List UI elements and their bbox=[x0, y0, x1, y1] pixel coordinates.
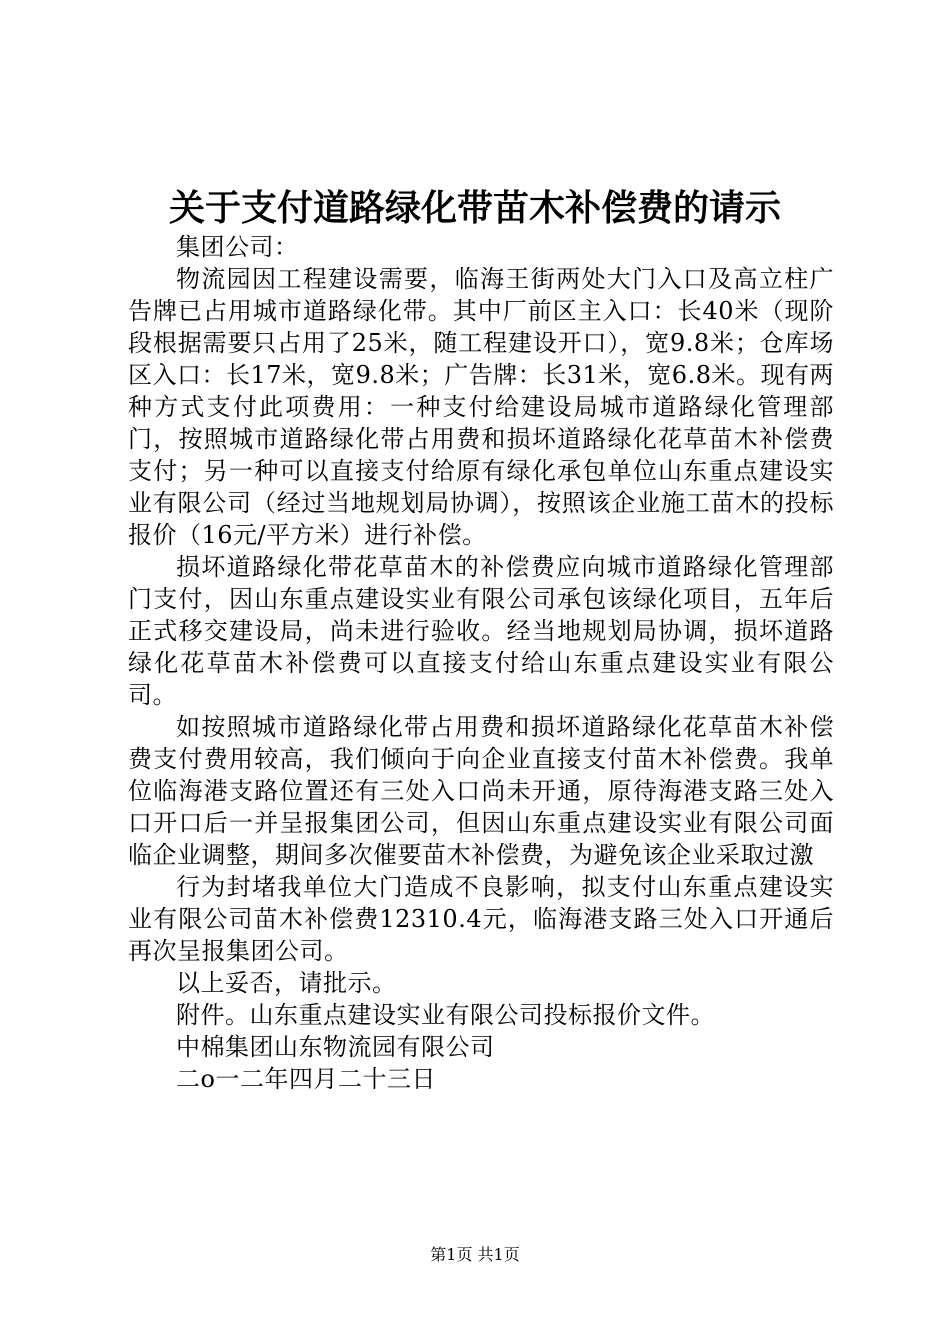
document-date: 二o一二年四月二十三日 bbox=[176, 1065, 436, 1093]
document-body bbox=[128, 231, 834, 1095]
paragraph-2: 损坏道路绿化带花草苗木的补偿费应向城市道路绿化管理部门支付，因山东重点建设实业有限公司承包该绿化项目，五年后正式移交建设局，尚未进行验收。经当地规划局协调，损坏道路绿化花草苗木补偿费可以直接支付给山东重点建设实业有限公司。 bbox=[128, 553, 834, 709]
paragraph-1: 物流园因工程建设需要，临海王街两处大门入口及高立柱广告牌已占用城市道路绿化带。其中厂前区主入口：长40米（现阶段根据需要只占用了25米，随工程建设开口），宽9.8米；仓库场区入口：长17米，宽9.8米；广告牌：长31米，宽6.8米。现有两种方式支付此项费用：一种支付给建设局城市道路绿化管理部门，按照城市道路绿化带占用费和损坏道路绿化花草苗木补偿费支付；另一种可以直接支付给原有绿化承包单位山东重点建设实业有限公司（经过当地规划局协调），按照该企业施工苗木的投标报价（16元/平方米）进行补偿。 bbox=[128, 265, 834, 549]
paragraph-4: 行为封堵我单位大门造成不良影响，拟支付山东重点建设实业有限公司苗木补偿费12310.4元，临海港支路三处入口开通后再次呈报集团公司。 bbox=[128, 873, 834, 965]
attachment-note: 附件。山东重点建设实业有限公司投标报价文件。 bbox=[176, 1001, 715, 1029]
paragraph-3: 如按照城市道路绿化带占用费和损坏道路绿化花草苗木补偿费支付费用较高，我们倾向于向企业直接支付苗木补偿费。我单位临海港支路位置还有三处入口尚未开通，原待海港支路三处入口开口后一并呈报集团公司，但因山东重点建设实业有限公司面临企业调整，期间多次催要苗木补偿费，为避免该企业采取过激 bbox=[128, 713, 834, 869]
signatory-company: 中棉集团山东物流园有限公司 bbox=[176, 1033, 495, 1061]
salutation: 集团公司： bbox=[176, 233, 299, 261]
closing-request: 以上妥否，请批示。 bbox=[176, 969, 397, 997]
page-footer: 第1页 共1页 bbox=[430, 1245, 520, 1264]
document-title: 关于支付道路绿化带苗木补偿费的请示 bbox=[168, 187, 781, 229]
